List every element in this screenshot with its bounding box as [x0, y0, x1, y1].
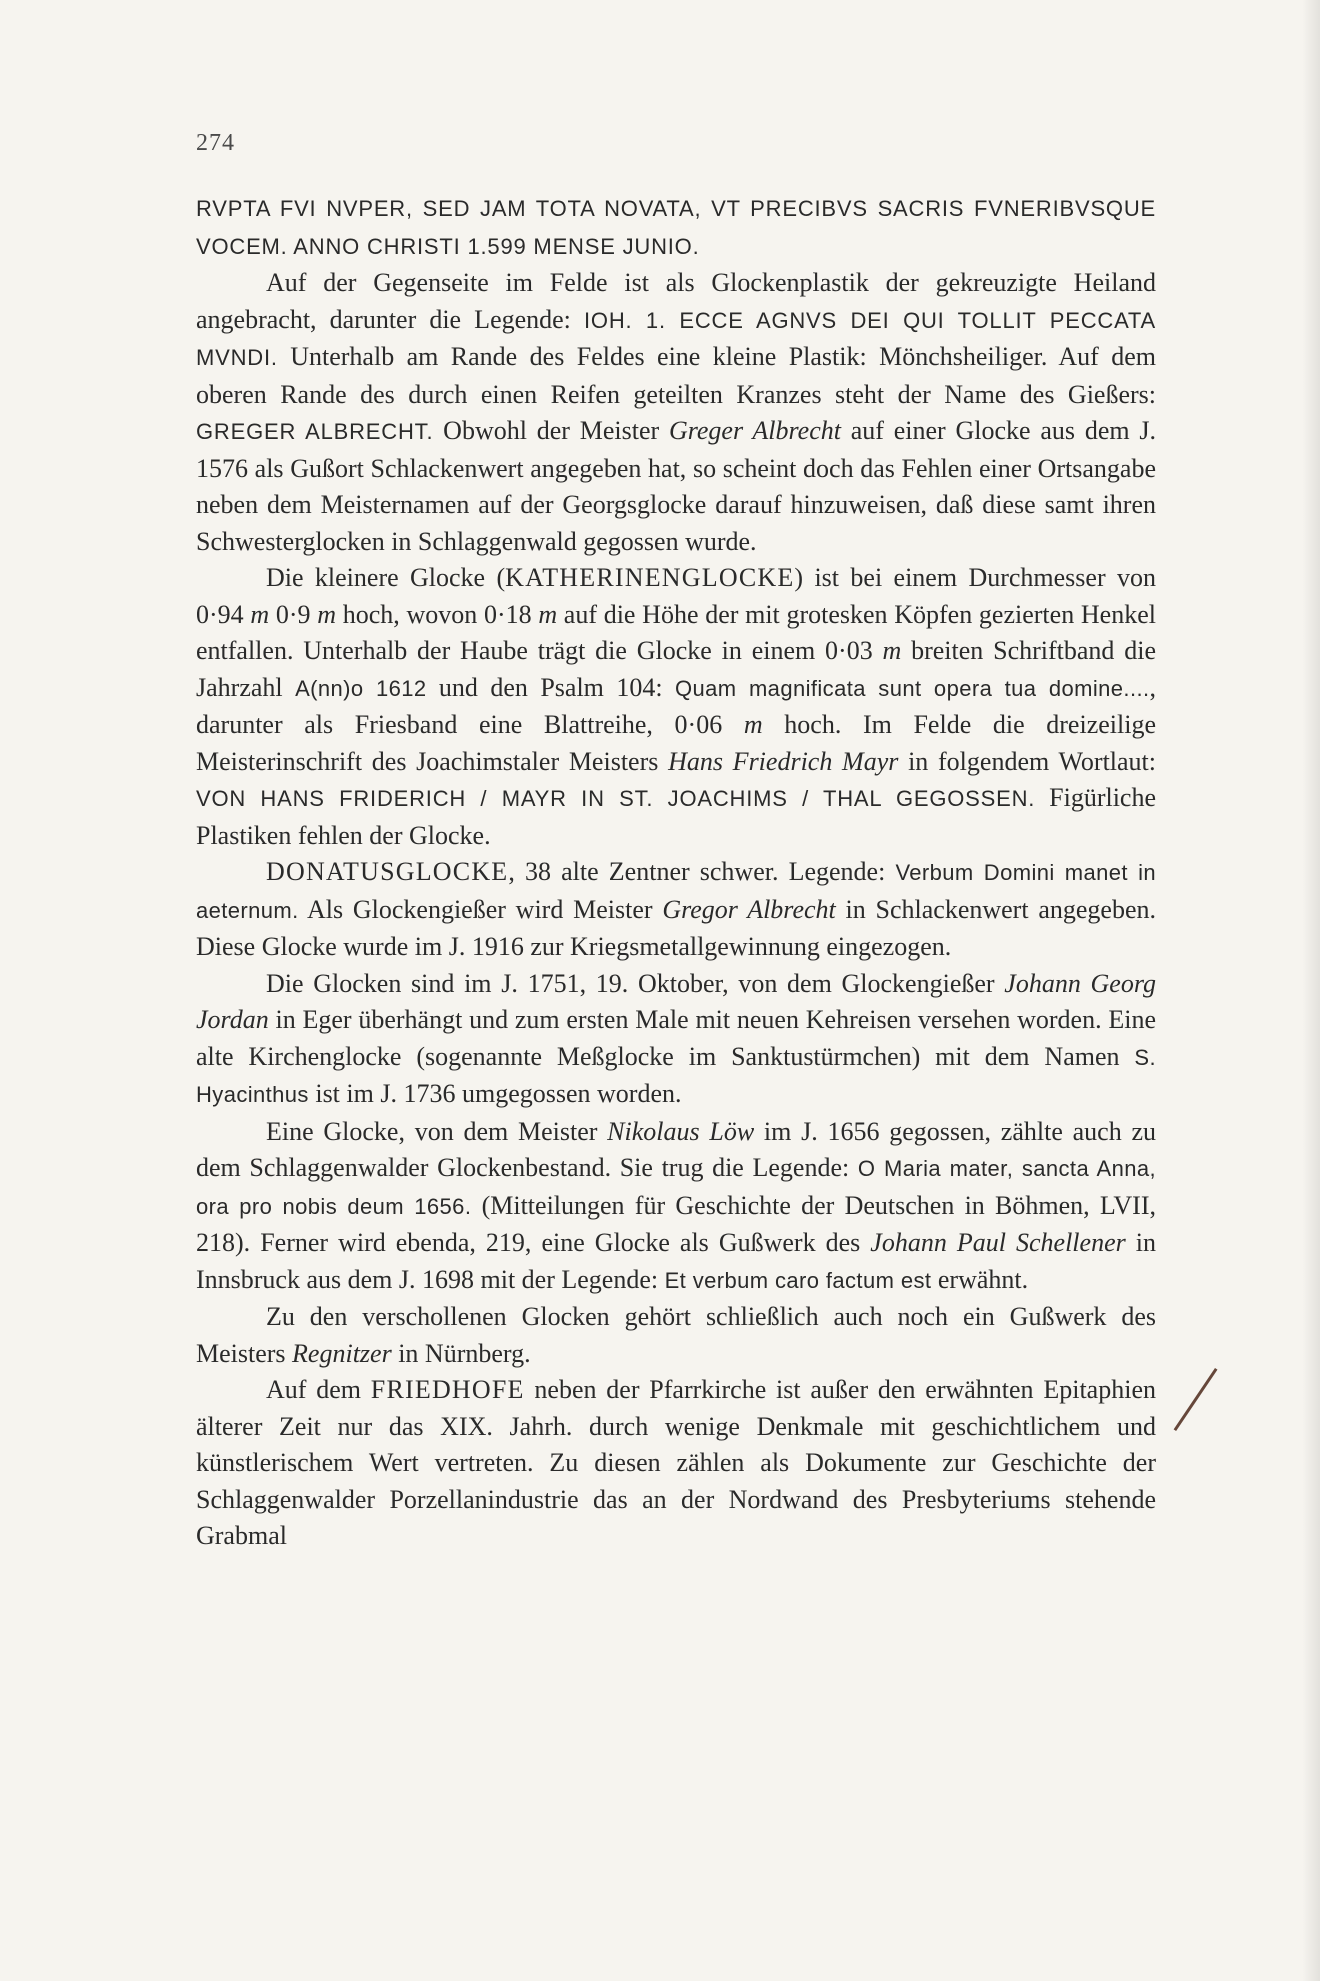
- text-segment: (Mitteilungen für Geschichte der Deutschen in Böhmen, LVII, 218). Ferner wird ebenda, 219, eine Glocke als Gußwerk des: [196, 1190, 1156, 1257]
- text-segment: erwähnt.: [931, 1264, 1029, 1294]
- text-segment: auf die Höhe der mit grotesken Köpfen gezierten Henkel entfallen. Unterhalb der Haube trägt die Glocke in einem 0·03: [196, 599, 1156, 665]
- page-number: 274: [196, 130, 235, 156]
- text-segment: m: [743, 710, 763, 739]
- paragraph: [196, 854, 1156, 966]
- text-segment: Hans Friedrich Mayr: [668, 746, 899, 776]
- text-segment: Verbum Domini manet in aeternum.: [196, 860, 1156, 923]
- text-segment: , 38 alte Zentner schwer. Legende:: [508, 857, 896, 886]
- text-segment: neben der Pfarrkirche ist außer den erwähnten Epitaphien älterer Zeit nur das XIX. Jahrh. durch wenige Denkmale mit geschichtlichem und künstlerischem Wert vertreten. Zu diesen zählen als Dokumente zur Geschichte der Schlaggenwalder Porzellanindustrie das an der Nordwand des Presbyteriums stehende Grabmal: [196, 1375, 1156, 1550]
- text-segment: Zu den verschollenen Glocken gehört schließlich auch noch ein Gußwerk des Meisters: [196, 1302, 1156, 1368]
- text-segment: m: [317, 599, 337, 629]
- text-segment: VON HANS FRIDERICH / MAYR IN ST. JOACHIMS / THAL GEGOSSEN.: [196, 786, 1036, 811]
- text-segment: Figürliche Plastiken fehlen der Glocke.: [196, 783, 1156, 850]
- text-segment: und den Psalm 104:: [426, 672, 675, 702]
- text-segment: im J. 1656 gegossen, zählte auch zu dem Schlaggenwalder Glockenbestand. Sie trug die Legende:: [196, 1116, 1156, 1182]
- text-segment: O Maria mater, sancta Anna, ora pro nobis deum 1656.: [196, 1156, 1157, 1219]
- text-segment: , darunter als Friesband eine Blattreihe, 0·06: [196, 672, 1156, 739]
- text-segment: Et verbum caro factum est: [664, 1267, 932, 1293]
- text-segment: in Nürnberg.: [391, 1338, 531, 1368]
- text-segment: 0·9: [269, 599, 318, 629]
- text-segment: hoch. Im Felde die dreizeilige Meisterinschrift des Joachimstaler Meisters: [196, 710, 1156, 776]
- document-text: [196, 190, 1156, 1555]
- text-segment: Als Glockengießer wird Meister: [298, 894, 663, 924]
- text-segment: DONATUSGLOCKE: [266, 857, 509, 886]
- text-segment: Unterhalb am Rande des Feldes eine kleine Plastik: Mönchsheiliger. Auf dem oberen Rande des durch einen Reifen geteilten Kranzes steht der Name des Gießers:: [196, 342, 1156, 409]
- text-segment: hoch, wovon 0·18: [336, 599, 539, 629]
- text-segment: breiten Schriftband die Jahrzahl: [196, 636, 1156, 702]
- text-segment: Auf der Gegenseite im Felde ist als Glockenplastik der gekreuzigte Heiland angebracht, darunter die Legende:: [196, 268, 1156, 334]
- text-segment: in Schlackenwert angegeben. Diese Glocke wurde im J. 1916 zur Kriegsmetallgewinnung eingezogen.: [196, 894, 1156, 961]
- text-segment: in Innsbruck aus dem J. 1698 mit der Legende:: [196, 1228, 1156, 1294]
- text-segment: ) ist bei einem Durchmesser von 0·94: [196, 563, 1156, 629]
- paragraph: [196, 190, 1156, 265]
- text-segment: Die Glocken sind im J. 1751, 19. Oktober, von dem Glockengießer: [266, 968, 1005, 998]
- text-segment: Quam magnificata sunt opera tua domine....: [675, 675, 1150, 701]
- text-segment: Eine Glocke, von dem Meister: [266, 1116, 608, 1146]
- text-segment: Die kleinere Glocke (: [266, 563, 506, 592]
- text-segment: Johann Paul Schellener: [870, 1228, 1126, 1257]
- text-segment: FRIEDHOFE: [370, 1375, 525, 1404]
- text-segment: RVPTA FVI NVPER, SED JAM TOTA NOVATA, VT PRECIBVS SACRIS FVNERIBVSQUE VOCEM. ANNO CHRISTI 1.599 MENSE JUNIO.: [196, 196, 1156, 259]
- paragraph: [196, 966, 1156, 1114]
- paragraph: [196, 560, 1156, 854]
- text-segment: KATHERINENGLOCKE: [505, 563, 795, 592]
- text-segment: m: [250, 599, 270, 629]
- text-segment: A(nn)o 1612: [295, 675, 427, 701]
- paragraph: [196, 265, 1156, 560]
- text-segment: S. Hyacinthus: [196, 1044, 1156, 1107]
- pencil-slash-mark: [1174, 1368, 1231, 1440]
- text-segment: Auf dem: [266, 1375, 371, 1404]
- paragraph: [196, 1114, 1156, 1300]
- text-segment: Regnitzer: [292, 1338, 392, 1368]
- text-segment: m: [882, 636, 902, 665]
- text-segment: Nikolaus Löw: [607, 1116, 755, 1146]
- text-segment: Johann Georg Jordan: [196, 968, 1156, 1034]
- paragraph: [196, 1372, 1156, 1555]
- text-segment: ist im J. 1736 umgegossen worden.: [308, 1079, 682, 1108]
- text-segment: auf einer Glocke aus dem J. 1576 als Gußort Schlackenwert angegeben hat, so scheint doch das Fehlen einer Ortsangabe neben dem Meisternamen auf der Georgsglocke darauf hinzuweisen, daß diese samt ihren Schwesterglocken in Schlaggenwald gegossen wurde.: [196, 416, 1156, 556]
- text-segment: in Eger überhängt und zum ersten Male mit neuen Kehreisen versehen worden. Eine alte Kirchenglocke (sogenannte Meßglocke im Sanktustürmchen) mit dem Namen: [196, 1005, 1156, 1071]
- text-segment: GREGER ALBRECHT.: [196, 419, 434, 444]
- text-segment: Greger Albrecht: [668, 416, 841, 445]
- text-segment: m: [538, 599, 558, 629]
- text-segment: Gregor Albrecht: [662, 894, 836, 924]
- text-segment: IOH. 1. ECCE AGNVS DEI QUI TOLLIT PECCATA MVNDI.: [196, 307, 1156, 370]
- text-segment: Obwohl der Meister: [433, 416, 669, 445]
- text-segment: in folgendem Wortlaut:: [898, 746, 1157, 776]
- paragraph: [196, 1299, 1156, 1372]
